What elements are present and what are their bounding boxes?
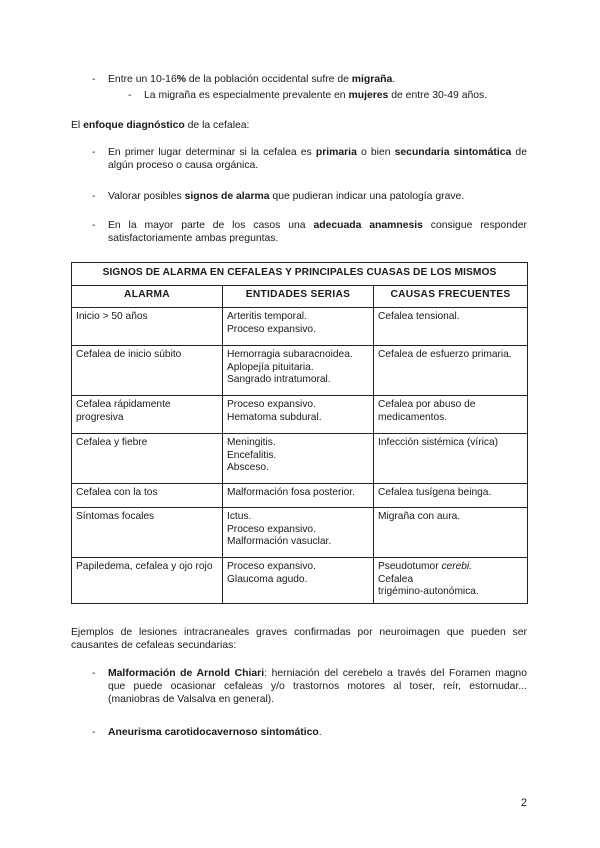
header-entidades-serias: ENTIDADES SERIAS: [223, 286, 374, 308]
table-row: [72, 396, 528, 434]
cell-causas: Cefalea por abuso de medicamentos.: [374, 396, 528, 434]
table-title: SIGNOS DE ALARMA EN CEFALEAS Y PRINCIPALES CUASAS DE LOS MISMOS: [72, 263, 528, 286]
cell-alarma: Papiledema, cefalea y ojo rojo: [72, 558, 223, 604]
table-row: [72, 434, 528, 484]
cell-entidades: Ictus. Proceso expansivo. Malformación vasuclar.: [223, 508, 374, 558]
bullet-anamnesis: En la mayor parte de los casos una adecuada anamnesis consigue responder satisfactoriamente ambas preguntas.: [108, 220, 528, 244]
table-row: [72, 308, 528, 346]
bullet-dash: -: [92, 191, 96, 202]
cell-causas: Infección sistémica (vírica): [374, 434, 528, 484]
table-header-row: [72, 286, 528, 308]
table-title-row: [72, 263, 528, 286]
bullet-dash: -: [92, 147, 96, 158]
sub-bullet-dash: -: [128, 90, 132, 101]
cell-alarma: Cefalea con la tos: [72, 484, 223, 508]
cell-alarma: Inicio > 50 años: [72, 308, 223, 346]
cell-causas: Migraña con aura.: [374, 508, 528, 558]
table-row: [72, 484, 528, 508]
cell-entidades: Proceso expansivo. Glaucoma agudo.: [223, 558, 374, 604]
header-alarma: ALARMA: [72, 286, 223, 308]
section-intro: El enfoque diagnóstico de la cefalea:: [71, 120, 250, 131]
cell-causas: Cefalea tusígena beinga.: [374, 484, 528, 508]
sub-bullet-women: La migraña es especialmente prevalente en mujeres de entre 30-49 años.: [144, 90, 488, 101]
page-number: 2: [520, 797, 527, 809]
bullet-dash: -: [92, 668, 96, 679]
cell-entidades: Arteritis temporal. Proceso expansivo.: [223, 308, 374, 346]
cell-entidades: Meningitis. Encefalitis. Absceso.: [223, 434, 374, 484]
cell-entidades: Proceso expansivo. Hematoma subdural.: [223, 396, 374, 434]
examples-intro: Ejemplos de lesiones intracraneales graves confirmadas por neuroimagen que pueden ser causantes de cefaleas secundarias:: [71, 627, 527, 651]
cell-alarma: Síntomas focales: [72, 508, 223, 558]
cell-entidades: Malformación fosa posterior.: [223, 484, 374, 508]
cell-causas: Pseudotumor cerebi. Cefalea trigémino-autonómica.: [374, 558, 528, 604]
cell-alarma: Cefalea de inicio súbito: [72, 346, 223, 396]
bullet-primary-secondary: En primer lugar determinar si la cefalea es primaria o bien secundaria sintomática de algún proceso o causa orgánica.: [108, 147, 527, 171]
cell-entidades: Hemorragia subaracnoidea. Aplopejía pituitaria. Sangrado intratumoral.: [223, 346, 374, 396]
bullet-dash: -: [92, 74, 96, 85]
bullet-dash: -: [92, 727, 96, 738]
bullet-dash: -: [92, 220, 96, 231]
bullet-migraine-prevalence: Entre un 10-16% de la población occidental sufre de migraña.: [108, 74, 396, 85]
table-row: [72, 346, 528, 396]
table-row: [72, 508, 528, 558]
bullet-arnold-chiari: Malformación de Arnold Chiari: herniación del cerebelo a través del Foramen magno que puede ocasionar cefaleas y/o trastornos motores al toser, reír, estornudar... (maniobras de Valsalva en general).: [108, 668, 527, 705]
bullet-alarm-signs: Valorar posibles signos de alarma que pudieran indicar una patología grave.: [108, 191, 465, 202]
bullet-aneurisma: Aneurisma carotidocavernoso sintomático.: [108, 727, 322, 738]
cell-alarma: Cefalea rápidamente progresiva: [72, 396, 223, 434]
cell-causas: Cefalea de esfuerzo primaria.: [374, 346, 528, 396]
alarm-signs-table: [71, 262, 528, 604]
table-row: [72, 558, 528, 604]
header-causas-frecuentes: CAUSAS FRECUENTES: [374, 286, 528, 308]
cell-alarma: Cefalea y fiebre: [72, 434, 223, 484]
cell-causas: Cefalea tensional.: [374, 308, 528, 346]
